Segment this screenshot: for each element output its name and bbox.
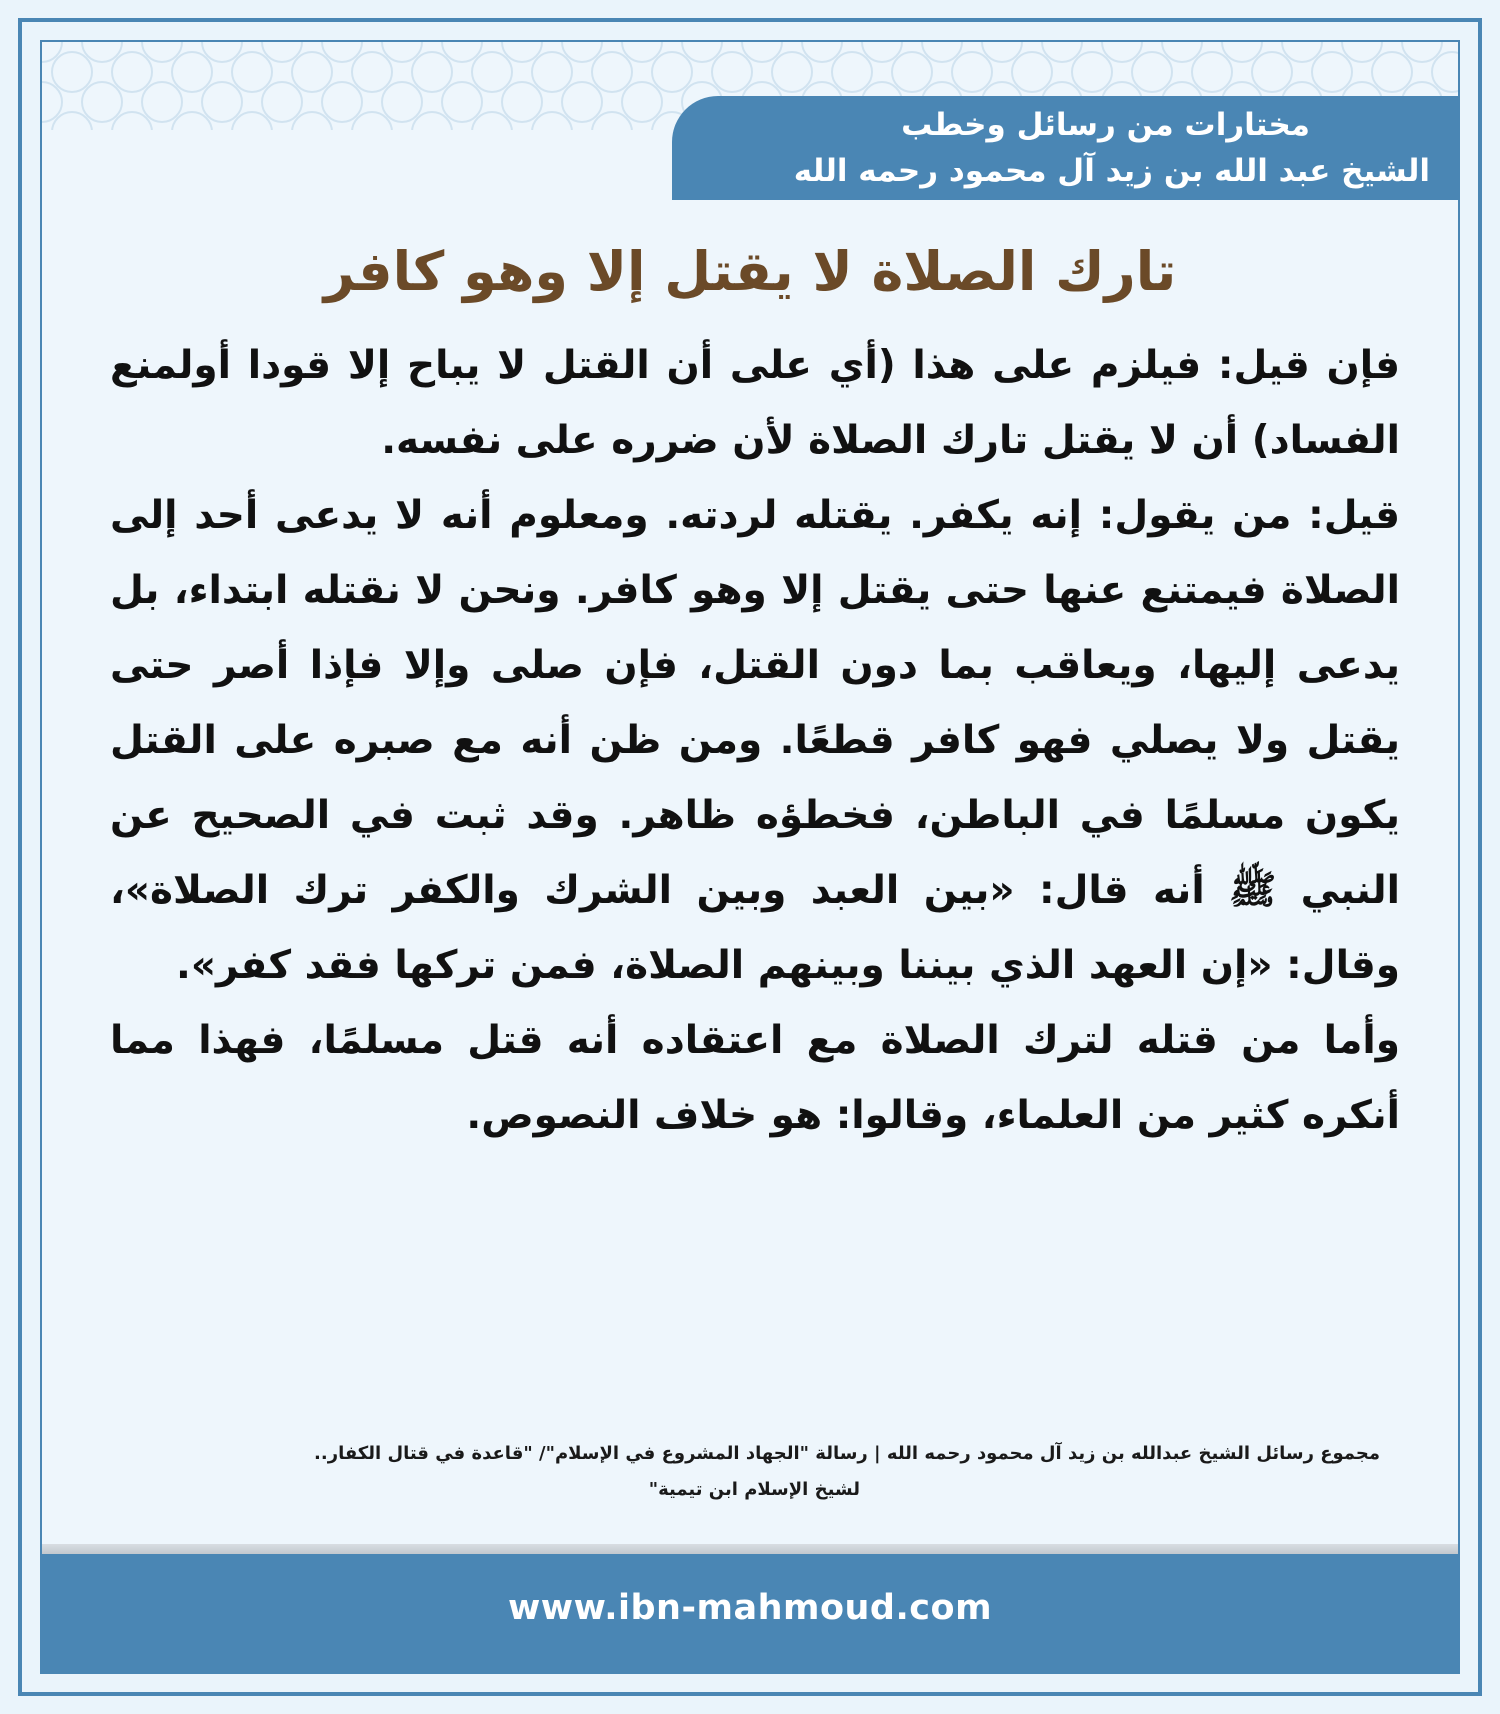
body-paragraph-2: قيل: من يقول: إنه يكفر. يقتله لردته. ومعلوم أنه لا يدعى أحد إلى الصلاة فيمتنع عنها حتى يقتل إلا وهو كافر. ونحن لا نقتله ابتداء، بل يدعى إليها، ويعاقب بما دون القتل، فإن صلى وإلا فإذا أصر حتى يقتل ولا يصلي فهو كافر قطعًا. ومن ظن أنه مع صبره على القتل يكون مسلمًا في الباطن، فخطؤه ظاهر. وقد ثبت في الصحيح عن النبي ﷺ أنه قال: «بين العبد وبين الشرك والكفر ترك الصلاة»، وقال: «إن العهد الذي بيننا وبينهم الصلاة، فمن تركها فقد كفر».: [110, 493, 1400, 988]
body-paragraph-3: وأما من قتله لترك الصلاة مع اعتقاده أنه قتل مسلمًا، فهذا مما أنكره كثير من العلماء، وقالوا: هو خلاف النصوص.: [110, 1018, 1400, 1138]
source-citation: [120, 1436, 1380, 1508]
body-paragraph-1: فإن قيل: فيلزم على هذا (أي على أن القتل لا يباح إلا قودا أولمنع الفساد) أن لا يقتل تارك الصلاة لأن ضرره على نفسه.: [110, 343, 1400, 463]
header-subtitle: مختارات من رسائل وخطب: [901, 107, 1310, 143]
header-author: الشيخ عبد الله بن زيد آل محمود رحمه الله: [793, 153, 1430, 189]
source-citation-line2: لشيخ الإسلام ابن تيمية": [648, 1479, 860, 1500]
source-citation-line1: مجموع رسائل الشيخ عبدالله بن زيد آل محمود رحمه الله | رسالة "الجهاد المشروع في الإسلام"/ "قاعدة في قتال الكفار..: [314, 1443, 1380, 1464]
website-link[interactable]: www.ibn-mahmoud.com: [507, 1588, 993, 1628]
footer-bar: [42, 1554, 1458, 1672]
article-body: [110, 328, 1400, 1153]
footer-divider: [42, 1544, 1458, 1554]
header-banner: [672, 96, 1458, 200]
page-title: تارك الصلاة لا يقتل إلا وهو كافر: [323, 240, 1177, 303]
